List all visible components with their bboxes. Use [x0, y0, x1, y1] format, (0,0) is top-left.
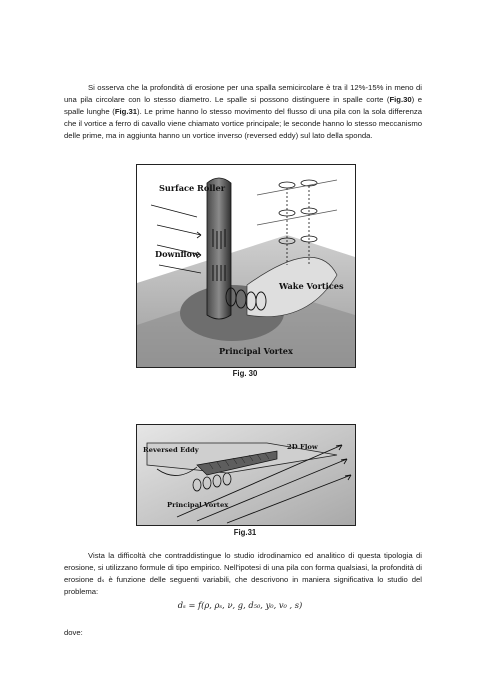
intro-paragraph	[64, 82, 422, 142]
figure-reference: Fig.30	[389, 95, 412, 104]
downflow-label: Downflow	[155, 249, 200, 259]
paragraph-text: Vista la difficoltà che contraddistingue lo studio idrodinamico ed analitico di questa tipologia di erosione, si utilizzano formule di tipo empirico. Nell'ipotesi di una pila con forma qualsiasi, la profondità di erosione dₛ è funzione delle seguenti variabili, che descrivono in maniera significativa lo studio del problema:	[64, 551, 422, 596]
reversed-eddy-label: Reversed Eddy	[143, 446, 199, 454]
scour-vortex-diagram	[137, 165, 355, 367]
figure-30-image	[136, 164, 356, 368]
paragraph-text: ). Le prime hanno lo stesso movimento del flusso di una pila con la sola differenza che il vortice a ferro di cavallo viene chiamato vortice principale; le seconde hanno lo stesso meccanismo delle prime, ma in aggiunta hanno un vortice inverso (reversed eddy) sul lato della sponda.	[64, 107, 422, 140]
figure-30-caption: Fig. 30	[232, 369, 258, 378]
principal-vortex-label: Principal Vortex	[219, 346, 293, 356]
figure-31-caption: Fig.31	[233, 528, 257, 537]
surface-roller-label: Surface Roller	[159, 183, 226, 193]
figure-31-image	[136, 424, 356, 526]
paragraph-text: Si osserva che la profondità di erosione per una spalla semicircolare è tra il 12%-15% in meno di una pila circolare con lo stesso diametro. Le spalle si possono distinguere in spalle corte (	[64, 83, 422, 104]
scour-depth-formula: dₛ = f(ρ, ρₛ, ν, g, d₅₀, y₀, v₀ , s)	[177, 600, 303, 610]
empirical-formula-paragraph	[64, 550, 422, 598]
principal-vortex-label: Principal Vortex	[167, 501, 229, 509]
closing-word: dove:	[64, 628, 83, 637]
long-abutment-diagram	[137, 425, 355, 525]
2d-flow-label: 2D Flow	[287, 443, 318, 451]
paragraph-text: ) e spalle lunghe (	[64, 95, 422, 116]
wake-vortices-label: Wake Vortices	[279, 281, 344, 291]
figure-reference: Fig.31	[114, 107, 138, 116]
